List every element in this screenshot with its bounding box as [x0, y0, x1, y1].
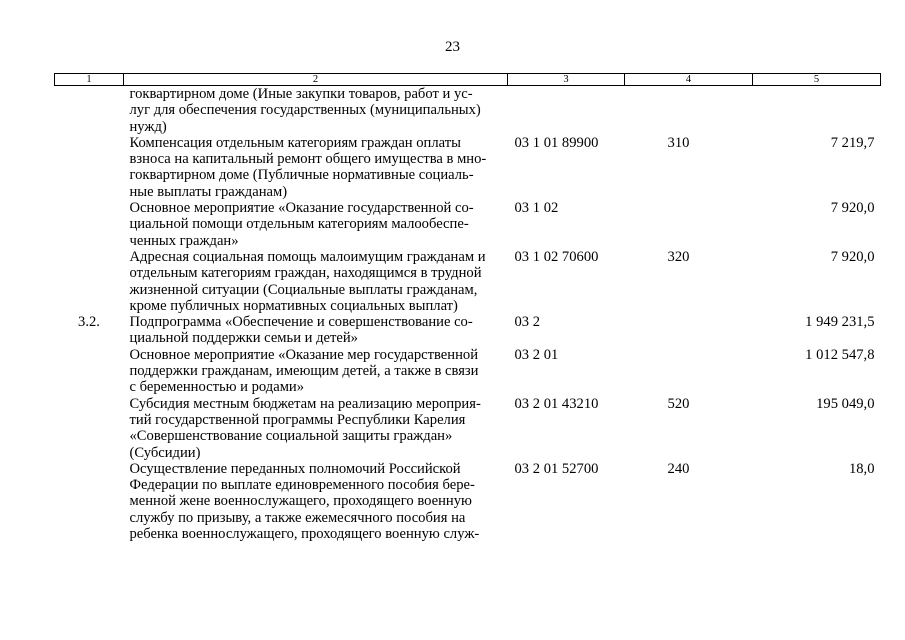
row-name-line: «Совершенствование социальной защиты граждан» — [129, 428, 453, 445]
row-expense-type — [625, 200, 753, 249]
row-number — [55, 347, 124, 396]
row-name-line: менной жене военнослужащего, проходящего военную — [129, 493, 472, 510]
row-name-line: взноса на капитальный ремонт общего имущества в мно- — [129, 151, 487, 168]
row-name-line: ные выплаты гражданам) — [129, 183, 288, 200]
row-code: 03 1 02 — [514, 200, 559, 217]
header-cell: 1 — [55, 74, 124, 86]
row-name-line: гоквартирном доме (Публичные нормативные социаль- — [129, 167, 474, 184]
row-name-line: поддержки гражданам, имеющим детей, а также в связи — [129, 363, 479, 380]
row-name — [124, 314, 508, 347]
row-name-line: с беременностью и родами» — [129, 379, 305, 396]
row-amount: 195 049,0 — [816, 395, 875, 412]
row-name — [124, 347, 508, 396]
row-name-line: циальной поддержки семьи и детей» — [129, 330, 358, 347]
table-row — [55, 135, 881, 200]
row-name — [124, 396, 508, 461]
row-name-line: Федерации по выплате единовременного пособия бере- — [129, 477, 475, 494]
row-amount: 7 920,0 — [830, 200, 875, 217]
row-number — [55, 396, 124, 461]
row-name — [124, 461, 508, 542]
row-expense-type — [625, 347, 753, 396]
page-number: 23 — [445, 39, 460, 55]
row-name-line: кроме публичных нормативных социальных выплат) — [129, 297, 458, 314]
row-name-line: ченных граждан» — [129, 232, 239, 249]
row-number — [55, 461, 124, 542]
row-code — [508, 86, 625, 135]
row-name-line: Адресная социальная помощь малоимущим гражданам и — [129, 248, 486, 265]
row-name-line: службу по призыву, а также ежемесячного пособия на — [129, 509, 466, 526]
row-name-line: ребенка военнослужащего, проходящего военную служ- — [129, 526, 480, 543]
row-amount: 18,0 — [848, 460, 875, 477]
row-name — [124, 86, 508, 135]
row-number — [55, 86, 124, 135]
table-row — [55, 249, 881, 314]
row-name-line: Основное мероприятие «Оказание государственной со- — [129, 200, 474, 217]
row-amount — [753, 86, 881, 135]
row-code: 03 1 01 89900 — [514, 134, 599, 151]
row-name-line: циальной помощи отдельным категориям малообеспе- — [129, 216, 469, 233]
table-row — [55, 347, 881, 396]
table-row — [55, 86, 881, 135]
table-row — [55, 396, 881, 461]
row-code: 03 2 01 43210 — [514, 395, 599, 412]
column-number-header — [55, 74, 881, 86]
row-name — [124, 135, 508, 200]
row-number — [55, 135, 124, 200]
row-expense-type: 520 — [667, 395, 690, 412]
row-name-line: Компенсация отдельным категориям граждан оплаты — [129, 134, 461, 151]
row-name-line: гоквартирном доме (Иные закупки товаров, работ и ус- — [129, 86, 473, 102]
row-name-line: тий государственной программы Республики Карелия — [129, 411, 466, 428]
row-code: 03 2 — [514, 314, 541, 331]
row-code: 03 1 02 70600 — [514, 248, 599, 265]
row-amount: 1 012 547,8 — [805, 346, 875, 363]
row-amount: 1 949 231,5 — [805, 314, 875, 331]
row-expense-type — [625, 86, 753, 135]
row-name-line: (Субсидии) — [129, 444, 201, 461]
row-amount: 7 920,0 — [830, 248, 875, 265]
row-name-line: отдельным категориям граждан, находящимся в трудной — [129, 265, 482, 282]
row-name-line: жизненной ситуации (Социальные выплаты гражданам, — [129, 281, 478, 298]
budget-table — [54, 73, 881, 542]
row-name-line: Подпрограмма «Обеспечение и совершенствование со- — [129, 314, 473, 331]
row-number — [55, 200, 124, 249]
row-expense-type: 240 — [667, 460, 690, 477]
row-expense-type: 310 — [667, 134, 690, 151]
table-row — [55, 314, 881, 347]
row-number — [55, 249, 124, 314]
table-row — [55, 200, 881, 249]
header-cell: 2 — [124, 74, 508, 86]
row-expense-type — [625, 314, 753, 347]
row-code: 03 2 01 52700 — [514, 460, 599, 477]
row-expense-type: 320 — [667, 248, 690, 265]
row-name-line: Осуществление переданных полномочий Российской — [129, 460, 461, 477]
row-name-line: луг для обеспечения государственных (муниципальных) — [129, 102, 481, 119]
row-name — [124, 249, 508, 314]
row-name — [124, 200, 508, 249]
table-row — [55, 461, 881, 542]
header-cell: 5 — [753, 74, 881, 86]
header-cell: 4 — [625, 74, 753, 86]
header-cell: 3 — [508, 74, 625, 86]
row-number: 3.2. — [78, 314, 100, 331]
row-name-line: Субсидия местным бюджетам на реализацию мероприя- — [129, 395, 481, 412]
row-name-line: Основное мероприятие «Оказание мер государственной — [129, 346, 479, 363]
row-name-line: нужд) — [129, 118, 167, 135]
row-amount: 7 219,7 — [830, 134, 875, 151]
row-code: 03 2 01 — [514, 346, 559, 363]
